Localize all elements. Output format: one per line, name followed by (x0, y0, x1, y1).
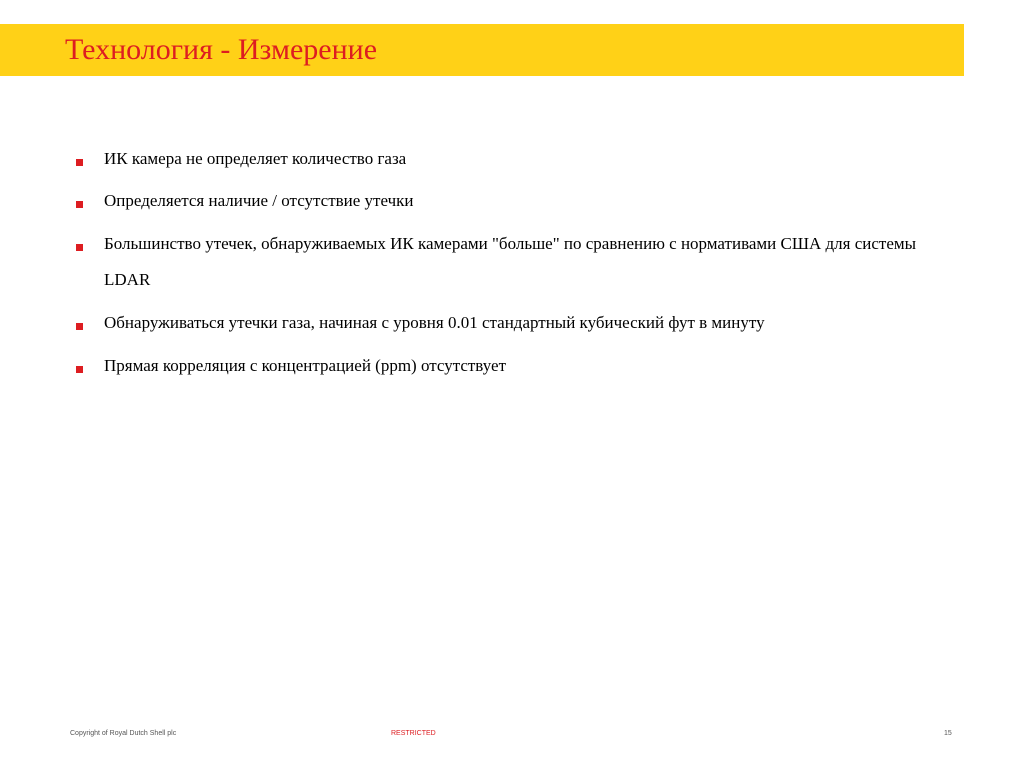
page-number: 15 (944, 730, 952, 737)
slide-title: Технология - Измерение (65, 33, 378, 66)
square-bullet-icon (76, 323, 83, 330)
footer-copyright: Copyright of Royal Dutch Shell plc (70, 730, 177, 737)
bullet-text: Обнаруживаться утечки газа, начиная с уровня 0.01 стандартный кубический фут в минуту (104, 313, 765, 332)
bullet-text: Определяется наличие / отсутствие утечки (104, 191, 414, 210)
square-bullet-icon (76, 159, 83, 166)
bullet-text: ИК камера не определяет количество газа (104, 149, 407, 168)
square-bullet-icon (76, 366, 83, 373)
square-bullet-icon (76, 201, 83, 208)
square-bullet-icon (76, 244, 83, 251)
footer-classification: RESTRICTED (391, 730, 436, 737)
bullet-text: Большинство утечек, обнаруживаемых ИК камерами "больше" по сравнению с нормативами США для системы LDAR (104, 234, 917, 289)
bullet-text: Прямая корреляция с концентрацией (ppm) отсутствует (104, 356, 506, 375)
